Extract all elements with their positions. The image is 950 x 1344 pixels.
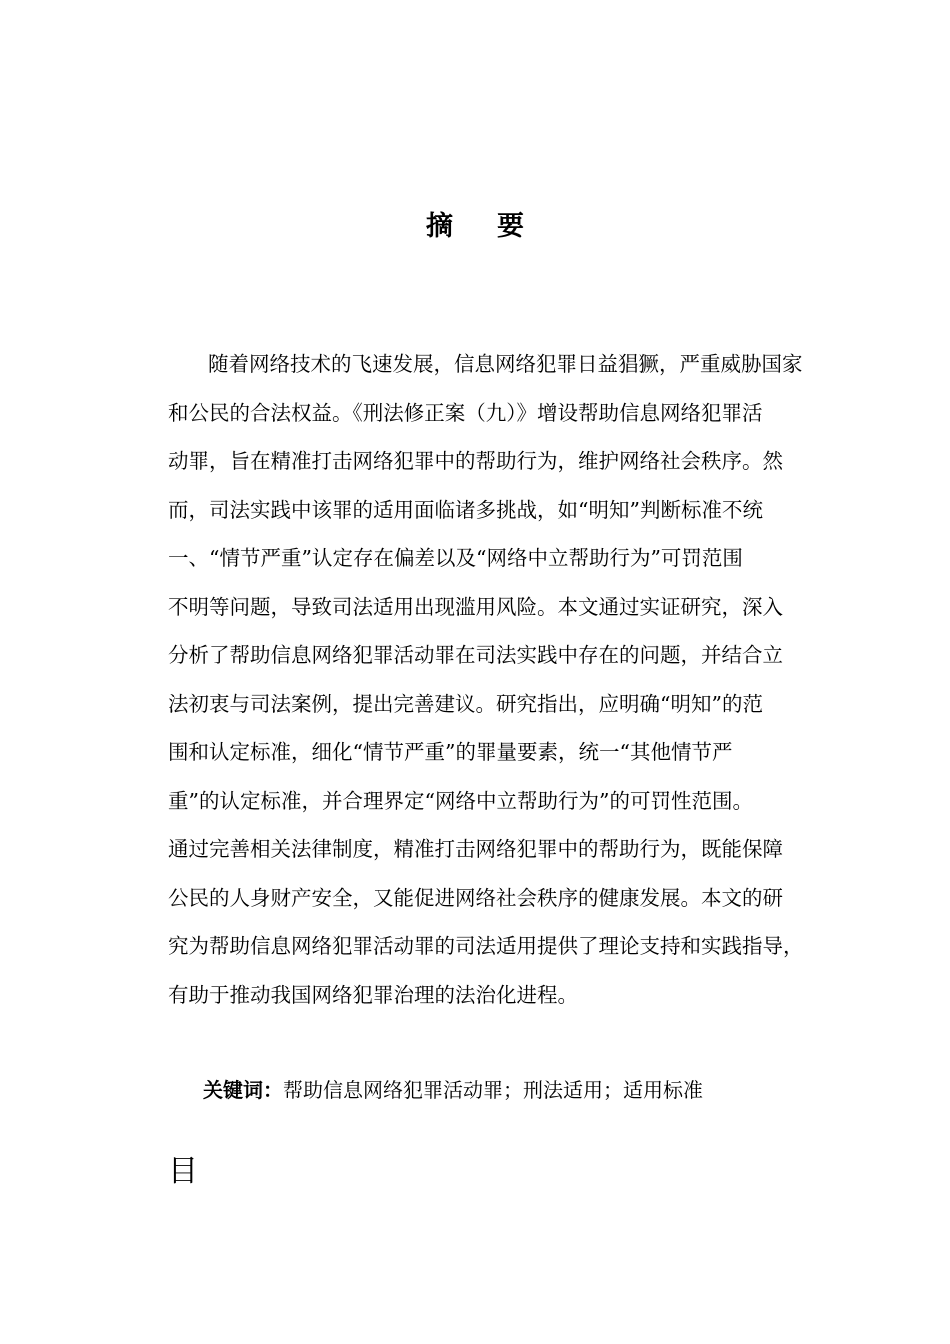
- keywords-label: 关键词：: [203, 1078, 283, 1102]
- abstract-title-char-1: 摘: [426, 211, 453, 242]
- abstract-line: 不明等问题，导致司法适用出现滥用风险。本文通过实证研究，深入: [168, 594, 783, 619]
- abstract-line: 而，司法实践中该罪的适用面临诸多挑战，如“明知”判断标准不统: [168, 497, 763, 522]
- abstract-body: [168, 344, 858, 1023]
- abstract-line: 重”的认定标准，并合理界定“网络中立帮助行为”的可罚性范围。: [168, 788, 753, 813]
- abstract-line: 动罪，旨在精准打击网络犯罪中的帮助行为，维护网络社会秩序。然: [168, 449, 783, 473]
- abstract-line: 通过完善相关法律制度，精准打击网络犯罪中的帮助行为，既能保障: [168, 837, 783, 861]
- abstract-line: 有助于推动我国网络犯罪治理的法治化进程。: [168, 982, 578, 1007]
- abstract-line: 随着网络技术的飞速发展，信息网络犯罪日益猖獗，严重威胁国家: [208, 352, 803, 376]
- abstract-line: 和公民的合法权益。《刑法修正案（九）》增设帮助信息网络犯罪活: [168, 400, 763, 425]
- table-of-contents-heading: 目: [168, 1154, 198, 1189]
- keywords-line: [203, 1070, 703, 1110]
- abstract-line: 究为帮助信息网络犯罪活动罪的司法适用提供了理论支持和实践指导，: [168, 934, 804, 958]
- abstract-line: 公民的人身财产安全，又能促进网络社会秩序的健康发展。本文的研: [168, 885, 783, 910]
- abstract-line: 分析了帮助信息网络犯罪活动罪在司法实践中存在的问题，并结合立: [168, 643, 783, 667]
- abstract-title-char-2: 要: [497, 211, 524, 242]
- abstract-line: 一、“情节严重”认定存在偏差以及“网络中立帮助行为”可罚范围: [168, 546, 743, 570]
- keywords-text: 帮助信息网络犯罪活动罪；刑法适用；适用标准: [283, 1078, 703, 1102]
- abstract-line: 围和认定标准，细化“情节严重”的罪量要素，统一“其他情节严: [168, 740, 733, 764]
- abstract-line: 法初衷与司法案例，提出完善建议。研究指出，应明确“明知”的范: [168, 691, 763, 716]
- abstract-title: [0, 204, 950, 243]
